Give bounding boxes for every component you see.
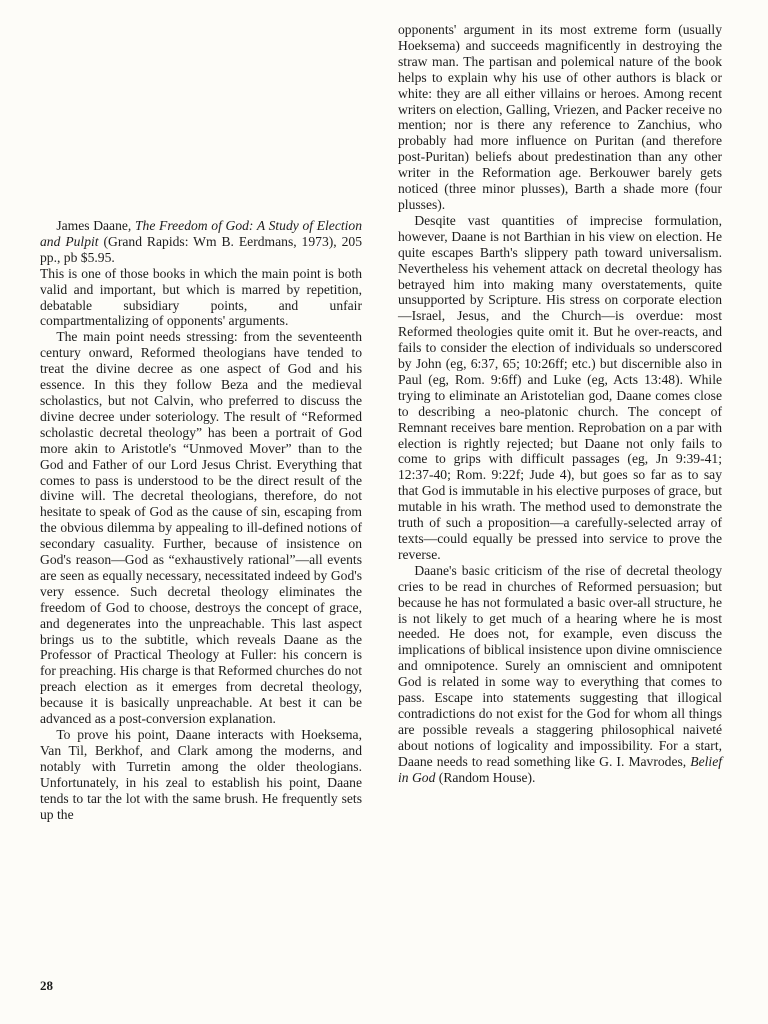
right-paragraph-text: Daane's basic criticism of the rise of decretal theology cries to be read in churches of Reformed persuasion; but because he has not formulated a basic over-all structure, he is not likely to get much of a hearing where he is most needed. He does not, for example, even discuss the implications of biblical insistence upon divine omniscience and omnipotence. Surely an omniscient and omnipotent God is related in some way to everything that comes to pass. Escape into statements suggesting that illogical contradictions do not exist for the God for whom all things are possible reveals a staggering philosophical naiveté about notions of logicality and impossibility. For a start, Daane needs to read something like G. I. Mavrodes,	[398, 562, 722, 769]
cited-book-title: Belief in God	[398, 753, 722, 785]
review-header	[40, 218, 362, 266]
right-column	[398, 22, 722, 786]
left-paragraph: The main point needs stressing: from the seventeenth century onward, Reformed theologians have tended to treat the divine decree as one aspect of God and his essence. In this they follow Beza and the medieval scholastics, but not Calvin, who preferred to discuss the divine decree under soteriology. The result of “Reformed scholastic decretal theology” has been a portrait of God more akin to Aristotle's “Unmoved Mover” than to the God and Father of our Lord Jesus Christ. Everything that comes to pass is understood to be the direct result of the divine will. The decretal theologians, therefore, do not hesitate to speak of God as the cause of sin, escaping from the obvious dilemma by appealing to ill-defined notions of secondary casuality. Further, because of insistence on God's reason—God as “exhaustively rational”—all events are seen as equally necessary, necessitated indeed by God's very essence. Such decretal theology eliminates the freedom of God to choose, destroys the concept of grace, and degenerates into the unpreachable. This last aspect brings us to the subtitle, which reveals Daane as the Professor of Practical Theology at Fuller: his concern is for preaching. His charge is that Reformed churches do not preach election as it emerges from decretal theology, because it is basically unpreachable. At best it can be advanced as a post-conversion explanation.	[40, 329, 362, 727]
right-paragraph	[398, 563, 722, 786]
page-number: 28	[40, 978, 53, 993]
right-paragraph: Desqite vast quantities of imprecise formulation, however, Daane is not Barthian in his view on election. He quite escapes Barth's slippery path toward universalism. Nevertheless his vehement attack on decretal theology has betrayed him into making many overstatements, quite unsupported by Scripture. His stress on corporate election—Israel, Jesus, and the Church—is overdue: most Reformed theologies quite omit it. But he over-reacts, and fails to consider the election of individuals so underscored by John (eg, 6:37, 65; 10:26ff; etc.) but discernible also in Paul (eg, Rom. 9:6ff) and Luke (eg, Acts 13:48). While trying to eliminate an Aristotelian god, Daane comes close to describing a neo-platonic church. The concept of Remnant receives bare mention. Reprobation on a par with election is rightly rejected; but Daane not only fails to come to grips with difficult passages (eg, Jn 9:39-41; 12:37-40; Rom. 9:22f; Jude 4), but goes so far as to say that God is immutable in his elective purposes of grace, but mutable in his wrath. The method used to demonstrate the truth of such a proposition—a carefully-selected array of texts—could equally be pressed into service to prove the reverse.	[398, 212, 722, 562]
left-paragraph: This is one of those books in which the main point is both valid and important, but which is marred by repetition, debatable subsidiary points, and unfair compartmentalizing of opponents' arguments.	[40, 265, 362, 329]
right-paragraph: opponents' argument in its most extreme form (usually Hoeksema) and succeeds magnificently in destroying the straw man. The partisan and polemical nature of the book helps to explain why his use of other authors is black or white: they are all either villains or heroes. Among recent writers on election, Galling, Vriezen, and Packer receive no mention; nor is there any reference to Zanchius, who probably had more influence on Puritan (and therefore post-Puritan) beliefs about predestination than any other writer in the Reformation age. Berkouwer barely gets noticed (three minor plusses), Barth a shade more (four plusses).	[398, 22, 722, 212]
review-book-title: The Freedom of God: A Study of Election and Pulpit	[40, 218, 362, 249]
cited-book-publisher: (Random House).	[438, 769, 536, 785]
review-publication: (Grand Rapids: Wm B. Eerdmans, 1973), 205 pp., pb $5.95.	[40, 233, 362, 265]
left-column	[40, 218, 362, 822]
review-author: James Daane,	[56, 218, 132, 233]
left-paragraph: To prove his point, Daane interacts with Hoeksema, Van Til, Berkhof, and Clark among the moderns, and notably with Turretin among the older theologians. Unfortunately, in his zeal to establish his point, Daane tends to tar the lot with the same brush. He frequently sets up the	[40, 727, 362, 822]
